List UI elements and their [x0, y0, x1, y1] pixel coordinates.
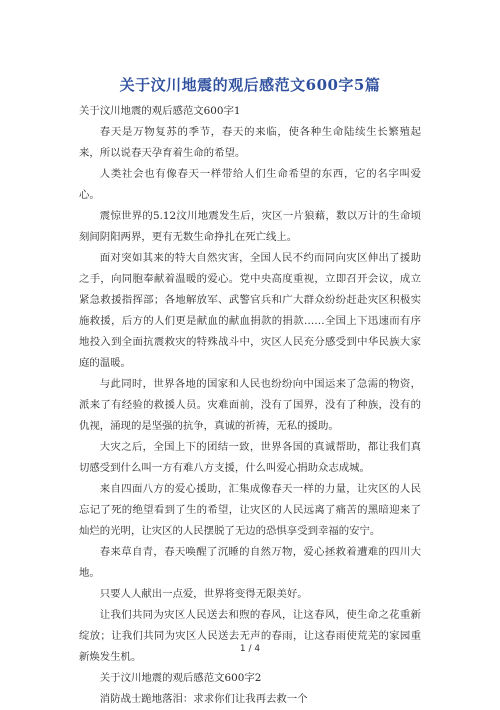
paragraph: 震惊世界的5.12汶川地震发生后，灾区一片狼藉，数以万计的生命顷刻间阴阳两界，更有无数生命挣扎在死亡线上。 — [79, 210, 421, 243]
paragraph: 关于汶川地震的观后感范文600字1 — [79, 105, 241, 117]
paragraph: 与此同时，世界各地的国家和人民也纷纷向中国运来了急需的物资，派来了有经验的救援人员。灾难面前，没有了国界，没有了种族，没有的仇视，涌现的是坚强的抗争，真诚的祈祷，无私的援助。 — [79, 378, 421, 432]
paragraph: 让我们共同为灾区人民送去和煦的春风，让这春风，使生命之花重新绽放；让我们共同为灾区人民送去无声的春雨，让这春雨使荒芜的家园重新焕发生机。 — [79, 609, 421, 663]
paragraph: 关于汶川地震的观后感范文600字2 — [99, 672, 262, 684]
document-title: 关于汶川地震的观后感范文600字5篇 — [119, 76, 381, 94]
paragraph: 只要人人献出一点爱，世界将变得无限美好。 — [99, 588, 308, 600]
paragraph: 来自四面八方的爱心援助，汇集成像春天一样的力量，让灾区的人民忘记了死的绝望看到了生的希望，让灾区的人民远离了痛苦的黑暗迎来了灿烂的光明，让灾区的人民摆脱了无边的恐惧享受到幸福的安宁。 — [79, 483, 421, 537]
page-number: 1 / 4 — [239, 644, 261, 654]
paragraph: 大灾之后，全国上下的团结一致，世界各国的真诚帮助，都让我们真切感受到什么叫一方有难八方支援，什么叫爱心捐助众志成城。 — [79, 441, 421, 474]
document-body — [79, 101, 421, 710]
paragraph: 消防战士跪地落泪：求求你们让我再去救一个 — [99, 693, 308, 705]
paragraph: 面对突如其来的特大自然灾害，全国人民不约而同向灾区伸出了援助之手，向同胞奉献着温暖的爱心。党中央高度重视，立即召开会议，成立紧急救援指挥部；各地解放军、武警官兵和广大群众纷纷赶赴灾区积极实施救援，后方的人们更是献血的献血捐款的捐款……全国上下迅速而有序地投入到全面抗震救灾的特殊战斗中，灾区人民充分感受到中华民族大家庭的温暖。 — [79, 252, 421, 369]
paragraph: 人类社会也有像春天一样带给人们生命希望的东西，它的名字叫爱心。 — [79, 168, 421, 201]
paragraph: 春天是万物复苏的季节，春天的来临，使各种生命陆续生长繁殖起来，所以说春天孕育着生命的希望。 — [79, 126, 421, 159]
paragraph: 春来草自青，春天唤醒了沉睡的自然万物，爱心拯救着遭难的四川大地。 — [79, 546, 421, 579]
